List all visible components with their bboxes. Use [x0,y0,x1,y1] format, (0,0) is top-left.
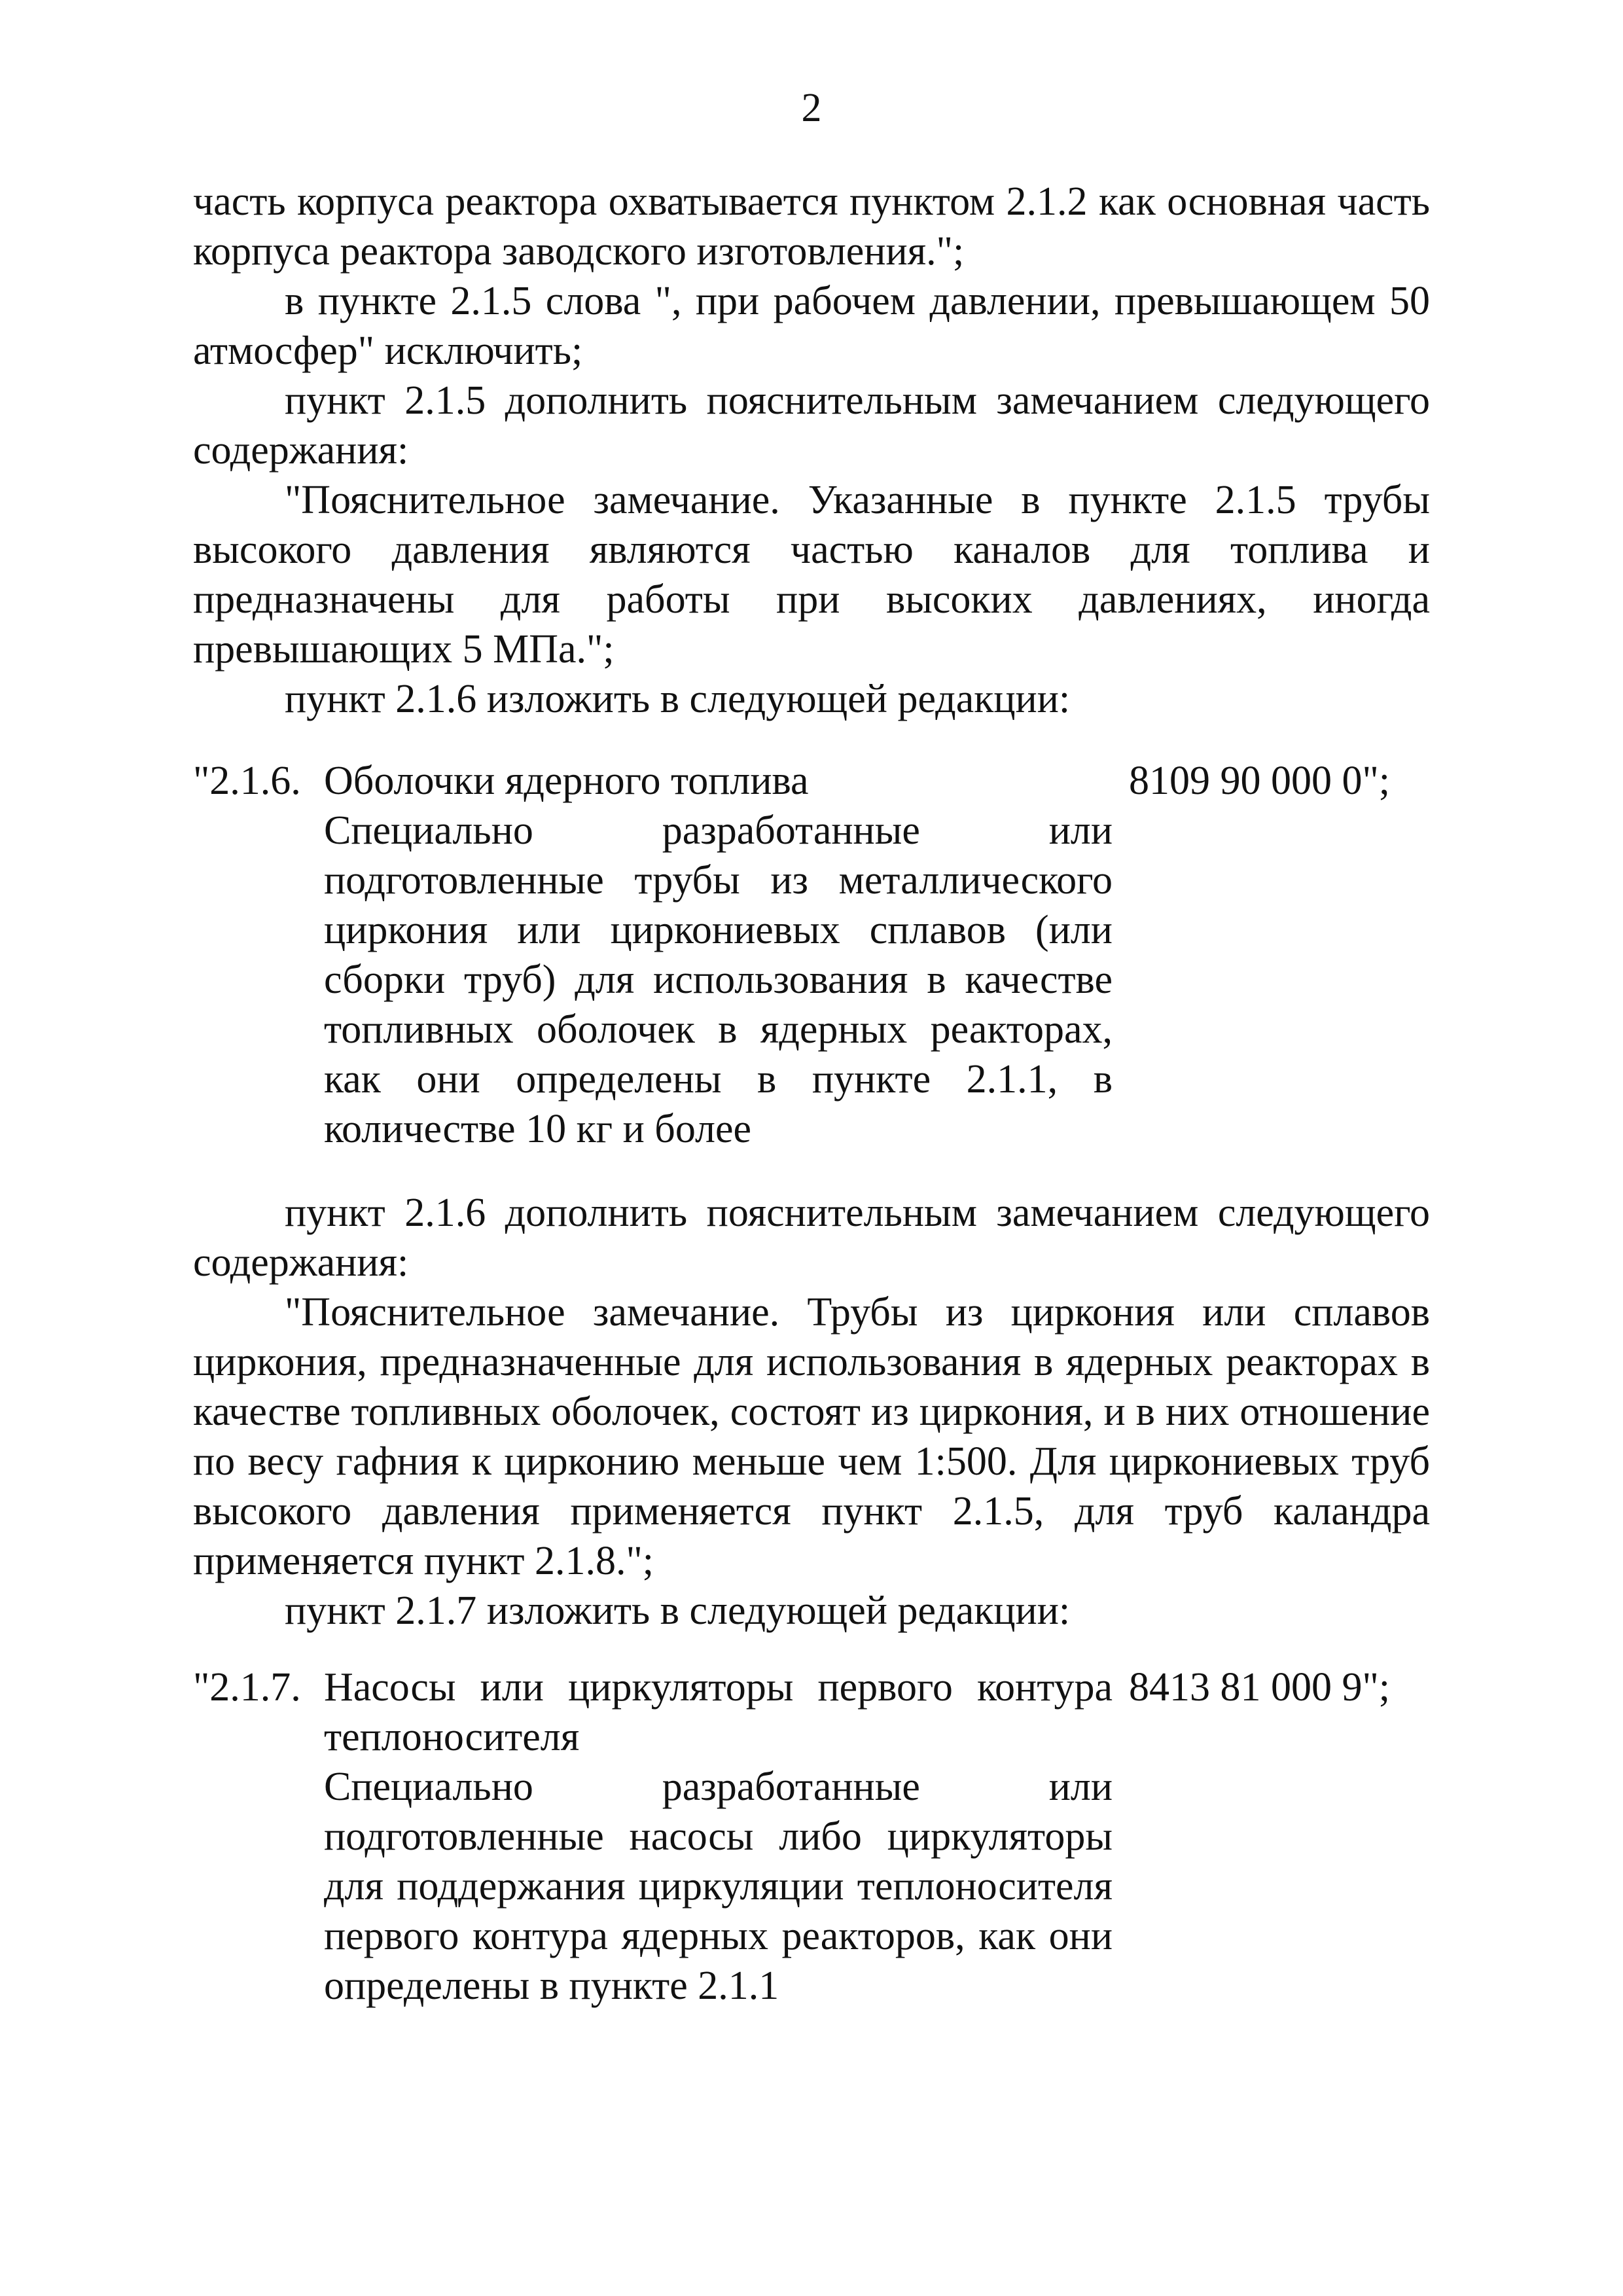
entry-description: Специально разработанные или подготовленные трубы из металлического циркония или циркониевых сплавов (или сборки труб) для использования в качестве топливных оболочек в ядерных реакторах, как они определены в пункте 2.1.1, в количестве 10 кг и более [324,808,1113,1151]
paragraph-amend-2-1-5: в пункте 2.1.5 слова ", при рабочем давлении, превышающем 50 атмосфер" исключить; [193,279,1430,373]
entry-number: "2.1.6. [193,759,301,803]
entry-body [324,1662,1113,2011]
paragraph-supplement-2-1-5: пункт 2.1.5 дополнить пояснительным замечанием следующего содержания: [193,378,1430,473]
entry-code: 8413 81 000 9"; [1129,1665,1391,1710]
paragraph-supplement-2-1-6: пункт 2.1.6 дополнить пояснительным замечанием следующего содержания: [193,1191,1430,1285]
entry-body [324,756,1113,1154]
entry-description: Специально разработанные или подготовленные насосы либо циркуляторы для поддержания циркуляции теплоносителя первого контура ядерных реакторов, как они определены в пункте 2.1.1 [324,1765,1113,2008]
entry-number: "2.1.7. [193,1665,301,1710]
entry-title: Насосы или циркуляторы первого контура теплоносителя [324,1665,1113,1759]
text-block-middle [193,1188,1430,1636]
paragraph-restate-2-1-7: пункт 2.1.7 изложить в следующей редакции: [285,1588,1071,1633]
paragraph-note-2-1-6: "Пояснительное замечание. Трубы из циркония или сплавов циркония, предназначенные для использования в ядерных реакторах в качестве топливных оболочек, состоят из циркония, и в них отношение по весу гафния к цирконию меньше чем 1:500. Для циркониевых труб высокого давления применяется пункт 2.1.5, для труб каландра применяется пункт 2.1.8."; [193,1290,1430,1583]
paragraph-continuation: часть корпуса реактора охватывается пунктом 2.1.2 как основная часть корпуса реактора заводского изготовления."; [193,179,1430,274]
page-number: 2 [801,86,822,130]
paragraph-note-2-1-5: "Пояснительное замечание. Указанные в пункте 2.1.5 трубы высокого давления являются частью каналов для топлива и предназначены для работы при высоких давлениях, иногда превышающих 5 МПа."; [193,478,1430,672]
entry-code: 8109 90 000 0"; [1129,759,1391,803]
paragraph-restate-2-1-6: пункт 2.1.6 изложить в следующей редакции: [285,677,1071,721]
entry-title: Оболочки ядерного топлива [324,759,809,803]
text-block-top [193,177,1430,724]
